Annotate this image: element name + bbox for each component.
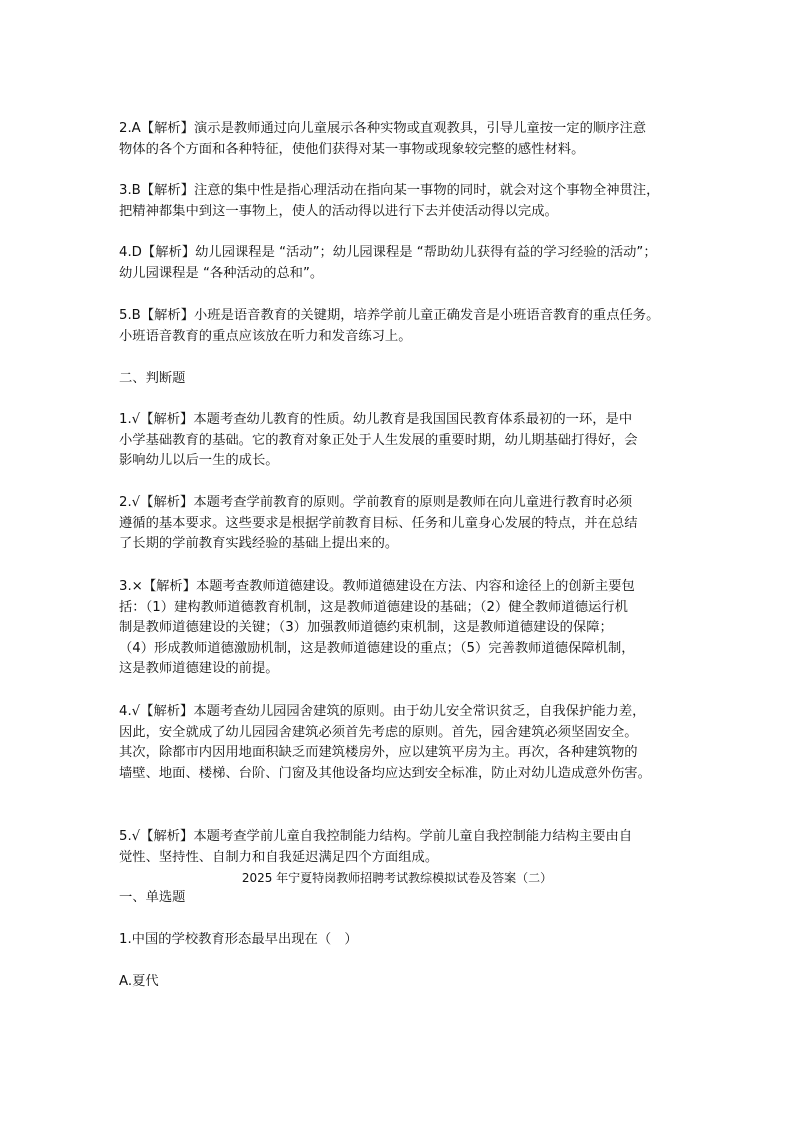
answer-4 <box>119 243 679 284</box>
section-heading-text: 一、单选题 <box>119 890 186 905</box>
answer-line: 影响幼儿以后一生的成长。 <box>119 453 279 468</box>
judge-answer-4 <box>119 702 679 784</box>
judge-answer-2 <box>119 493 679 555</box>
answer-line: 4.√【解析】本题考查幼儿园园舍建筑的原则。由于幼儿安全常识贫乏，自我保护能力差， <box>119 704 646 719</box>
question-text: 1.中国的学校教育形态最早出现在（ ） <box>119 932 358 947</box>
answer-2 <box>119 119 679 160</box>
section-heading-single <box>119 888 679 909</box>
option-a <box>119 972 679 993</box>
answer-line: 括：（1）建构教师道德教育机制，这是教师道德建设的基础；（2）健全教师道德运行机 <box>119 599 628 615</box>
option-text: A.夏代 <box>119 974 159 989</box>
answer-line: 了长期的学前教育实践经验的基础上提出来的。 <box>119 536 399 551</box>
judge-answer-3 <box>119 577 679 680</box>
answer-line: 3.×【解析】本题考查教师道德建设。教师道德建设在方法、内容和途径上的创新主要包 <box>119 579 635 594</box>
answer-line: 遵循的基本要求。这些要求是根据学前教育目标、任务和儿童身心发展的特点，并在总结 <box>119 515 638 531</box>
answer-line: 觉性、坚持性、自制力和自我延迟满足四个方面组成。 <box>119 849 439 865</box>
judge-answer-1 <box>119 410 679 472</box>
answer-line: 2.A【解析】演示是教师通过向儿童展示各种实物或直观教具，引导儿童按一定的顺序注意 <box>119 121 647 136</box>
answer-line: 这是教师道德建设的前提。 <box>119 661 279 676</box>
answer-line: 2.√【解析】本题考查学前教育的原则。学前教育的原则是教师在向儿童进行教育时必须 <box>119 495 633 510</box>
answer-line: 5.√【解析】本题考查学前儿童自我控制能力结构。学前儿童自我控制能力结构主要由自 <box>119 829 633 844</box>
answer-3 <box>119 181 679 222</box>
answer-line: 墙壁、地面、楼梯、台阶、门窗及其他设备均应达到安全标准，防止对幼儿造成意外伤害。 <box>119 765 651 781</box>
answer-line: 因此，安全就成了幼儿园园舍建筑必须首先考虑的原则。首先，园舍建筑必须坚固安全。 <box>119 724 638 740</box>
section-heading-text: 二、判断题 <box>119 371 186 386</box>
answer-line: 其次，除都市内因用地面积缺乏而建筑楼房外，应以建筑平房为主。再次，各种建筑物的 <box>119 745 638 760</box>
answer-5 <box>119 306 679 347</box>
answer-line: 幼儿园课程是 “各种活动的总和”。 <box>119 265 324 281</box>
answer-line: 3.B【解析】注意的集中性是指心理活动在指向某一事物的同时，就会对这个事物全神贯注， <box>119 183 660 198</box>
answer-line: 5.B【解析】小班是语音教育的关键期，培养学前儿童正确发音是小班语音教育的重点任务。 <box>119 308 660 323</box>
exam-title: 2025 年宁夏特岗教师招聘考试教综模拟试卷及答案（二） <box>241 871 553 885</box>
answer-line: 制是教师道德建设的关键；（3）加强教师道德约束机制，这是教师道德建设的保障； <box>119 620 613 635</box>
answer-line: （4）形成教师道德激励机制，这是教师道德建设的重点；（5）完善教师道德保障机制， <box>119 640 635 656</box>
answer-line: 物体的各个方面和各种特征，使他们获得对某一事物或现象较完整的感性材料。 <box>119 141 585 157</box>
answer-line: 小班语音教育的重点应该放在听力和发音练习上。 <box>119 328 412 344</box>
answer-line: 把精神都集中到这一事物上，使人的活动得以进行下去并使活动得以完成。 <box>119 203 558 219</box>
section-heading-judge <box>119 369 679 390</box>
judge-answer-5 <box>119 827 679 868</box>
answer-line: 1.√【解析】本题考查幼儿教育的性质。幼儿教育是我国国民教育体系最初的一环，是中 <box>119 412 633 427</box>
question-1 <box>119 930 679 951</box>
answer-line: 小学基础教育的基础。它的教育对象正处于人生发展的重要时期，幼儿期基础打得好，会 <box>119 432 638 448</box>
answer-line: 4.D【解析】幼儿园课程是 “活动”；幼儿园课程是 “帮助幼儿获得有益的学习经验的活动”； <box>119 245 657 260</box>
